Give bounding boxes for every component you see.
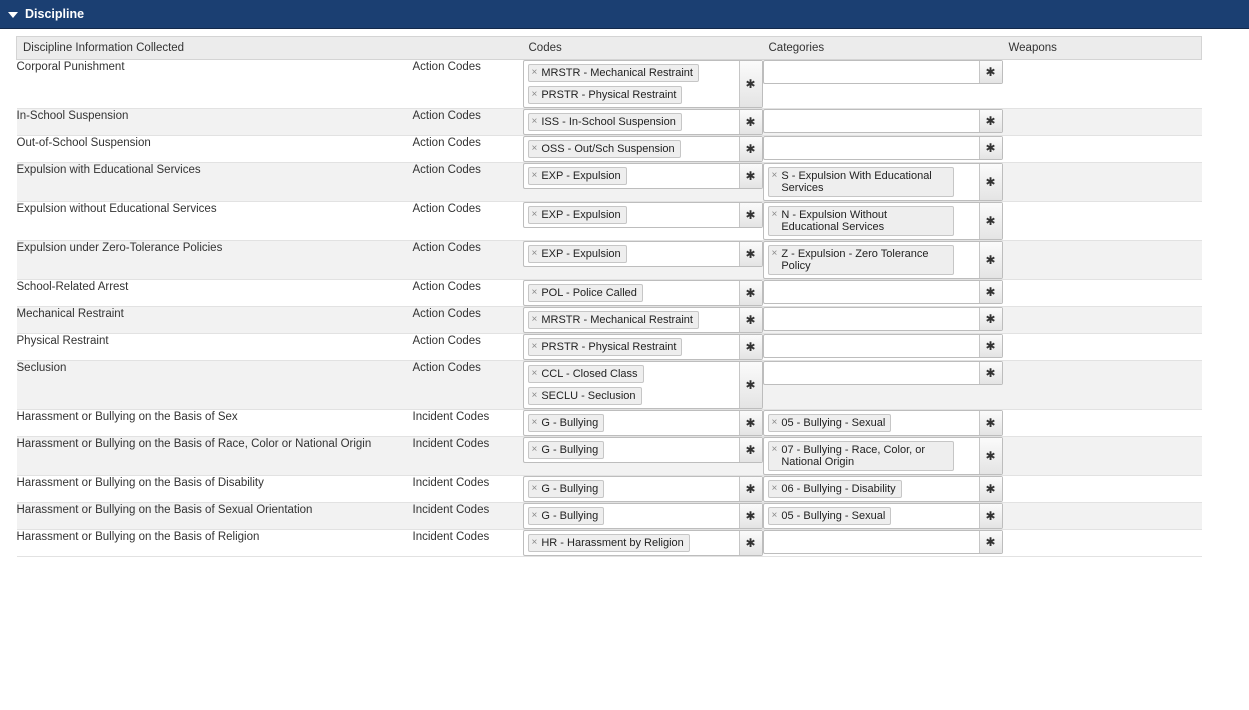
table-row bbox=[17, 503, 1202, 530]
weapons-cell bbox=[1003, 476, 1202, 503]
categories-multiselect[interactable] bbox=[763, 109, 1003, 133]
asterisk-picker-icon[interactable]: ✱ bbox=[979, 308, 1002, 330]
codes-token[interactable] bbox=[528, 86, 683, 104]
categories-token-list[interactable] bbox=[764, 411, 979, 435]
categories-token-list[interactable] bbox=[764, 110, 979, 132]
codes-token-list[interactable] bbox=[524, 137, 739, 161]
table-header-row bbox=[17, 37, 1202, 60]
codes-token-list[interactable] bbox=[524, 504, 739, 528]
table-row bbox=[17, 202, 1202, 241]
categories-token[interactable] bbox=[768, 206, 954, 236]
table-row bbox=[17, 476, 1202, 503]
categories-token[interactable] bbox=[768, 414, 892, 432]
categories-token-list[interactable] bbox=[764, 164, 979, 200]
codes-cell bbox=[523, 437, 763, 476]
x-remove-icon[interactable]: × bbox=[531, 341, 538, 352]
x-remove-icon[interactable]: × bbox=[771, 483, 778, 494]
x-remove-icon[interactable]: × bbox=[771, 170, 778, 181]
table-row bbox=[17, 60, 1202, 109]
categories-token-list[interactable] bbox=[764, 242, 979, 278]
categories-cell bbox=[763, 476, 1003, 503]
categories-multiselect[interactable] bbox=[763, 163, 1003, 201]
codes-cell bbox=[523, 202, 763, 241]
codes-token-label: EXP - Expulsion bbox=[541, 170, 621, 182]
codes-token[interactable] bbox=[528, 387, 642, 405]
asterisk-picker-icon[interactable]: ✱ bbox=[739, 531, 762, 555]
row-label: In-School Suspension bbox=[17, 109, 413, 136]
column-header-blank bbox=[413, 37, 523, 60]
codes-cell bbox=[523, 334, 763, 361]
weapons-cell bbox=[1003, 136, 1202, 163]
codes-cell bbox=[523, 307, 763, 334]
categories-multiselect[interactable] bbox=[763, 202, 1003, 240]
x-remove-icon[interactable]: × bbox=[531, 143, 538, 154]
categories-cell bbox=[763, 334, 1003, 361]
x-remove-icon[interactable]: × bbox=[771, 209, 778, 220]
codes-cell bbox=[523, 280, 763, 307]
categories-multiselect[interactable] bbox=[763, 60, 1003, 84]
codes-token[interactable] bbox=[528, 441, 605, 459]
table-row bbox=[17, 280, 1202, 307]
codes-multiselect[interactable] bbox=[523, 136, 763, 162]
codes-token-list[interactable] bbox=[524, 61, 739, 107]
categories-token-list[interactable] bbox=[764, 281, 979, 303]
asterisk-picker-icon[interactable]: ✱ bbox=[739, 203, 762, 227]
asterisk-picker-icon[interactable]: ✱ bbox=[739, 281, 762, 305]
categories-token-label: 05 - Bullying - Sexual bbox=[781, 510, 886, 522]
row-label: Harassment or Bullying on the Basis of Race, Color or National Origin bbox=[17, 437, 413, 476]
column-header-codes: Codes bbox=[523, 37, 763, 60]
row-label: Expulsion without Educational Services bbox=[17, 202, 413, 241]
categories-token[interactable] bbox=[768, 245, 954, 275]
codes-multiselect[interactable] bbox=[523, 109, 763, 135]
categories-multiselect[interactable] bbox=[763, 437, 1003, 475]
weapons-cell bbox=[1003, 410, 1202, 437]
codes-token[interactable] bbox=[528, 140, 681, 158]
column-header-weapons: Weapons bbox=[1003, 37, 1202, 60]
categories-token[interactable] bbox=[768, 507, 892, 525]
categories-cell bbox=[763, 202, 1003, 241]
row-code-type: Incident Codes bbox=[413, 530, 523, 557]
asterisk-picker-icon[interactable]: ✱ bbox=[979, 281, 1002, 303]
categories-cell bbox=[763, 361, 1003, 410]
categories-token-label: 06 - Bullying - Disability bbox=[781, 483, 896, 495]
asterisk-picker-icon[interactable]: ✱ bbox=[979, 164, 1002, 200]
codes-token[interactable] bbox=[528, 245, 627, 263]
row-code-type: Action Codes bbox=[413, 136, 523, 163]
row-code-type: Incident Codes bbox=[413, 476, 523, 503]
categories-token[interactable] bbox=[768, 441, 954, 471]
row-label: Seclusion bbox=[17, 361, 413, 410]
codes-token-list[interactable] bbox=[524, 477, 739, 501]
row-code-type: Incident Codes bbox=[413, 437, 523, 476]
row-code-type: Action Codes bbox=[413, 307, 523, 334]
codes-token-label: OSS - Out/Sch Suspension bbox=[541, 143, 675, 155]
asterisk-picker-icon[interactable]: ✱ bbox=[979, 411, 1002, 435]
codes-multiselect[interactable] bbox=[523, 60, 763, 108]
weapons-cell bbox=[1003, 163, 1202, 202]
discipline-table bbox=[16, 36, 1202, 557]
categories-cell bbox=[763, 60, 1003, 109]
row-label: Corporal Punishment bbox=[17, 60, 413, 109]
categories-token-list[interactable] bbox=[764, 531, 979, 553]
column-header-categories: Categories bbox=[763, 37, 1003, 60]
x-remove-icon[interactable]: × bbox=[531, 417, 538, 428]
categories-cell bbox=[763, 280, 1003, 307]
codes-token[interactable] bbox=[528, 414, 605, 432]
categories-multiselect[interactable] bbox=[763, 280, 1003, 304]
categories-token-label: 05 - Bullying - Sexual bbox=[781, 417, 886, 429]
codes-cell bbox=[523, 476, 763, 503]
codes-multiselect[interactable] bbox=[523, 530, 763, 556]
asterisk-picker-icon[interactable]: ✱ bbox=[739, 477, 762, 501]
row-label: School-Related Arrest bbox=[17, 280, 413, 307]
categories-multiselect[interactable] bbox=[763, 410, 1003, 436]
asterisk-picker-icon[interactable]: ✱ bbox=[979, 203, 1002, 239]
x-remove-icon[interactable]: × bbox=[531, 248, 538, 259]
codes-token-label: G - Bullying bbox=[541, 444, 599, 456]
codes-token[interactable] bbox=[528, 64, 699, 82]
codes-cell bbox=[523, 163, 763, 202]
row-label: Harassment or Bullying on the Basis of Sexual Orientation bbox=[17, 503, 413, 530]
x-remove-icon[interactable]: × bbox=[531, 209, 538, 220]
asterisk-picker-icon[interactable]: ✱ bbox=[739, 362, 762, 408]
categories-multiselect[interactable] bbox=[763, 307, 1003, 331]
codes-cell bbox=[523, 410, 763, 437]
x-remove-icon[interactable]: × bbox=[531, 510, 538, 521]
asterisk-picker-icon[interactable]: ✱ bbox=[979, 110, 1002, 132]
row-label: Mechanical Restraint bbox=[17, 307, 413, 334]
table-row bbox=[17, 307, 1202, 334]
asterisk-picker-icon[interactable]: ✱ bbox=[739, 164, 762, 188]
codes-token[interactable] bbox=[528, 507, 605, 525]
codes-token-label: HR - Harassment by Religion bbox=[541, 537, 684, 549]
codes-token-label: G - Bullying bbox=[541, 510, 599, 522]
x-remove-icon[interactable]: × bbox=[531, 89, 538, 100]
codes-token-list[interactable] bbox=[524, 438, 739, 462]
x-remove-icon[interactable]: × bbox=[531, 368, 538, 379]
x-remove-icon[interactable]: × bbox=[531, 483, 538, 494]
categories-token-list[interactable] bbox=[764, 477, 979, 501]
table-row bbox=[17, 241, 1202, 280]
row-label: Expulsion with Educational Services bbox=[17, 163, 413, 202]
categories-token-list[interactable] bbox=[764, 438, 979, 474]
categories-cell bbox=[763, 503, 1003, 530]
codes-multiselect[interactable] bbox=[523, 163, 763, 189]
codes-cell bbox=[523, 136, 763, 163]
weapons-cell bbox=[1003, 60, 1202, 109]
categories-token-list[interactable] bbox=[764, 335, 979, 357]
table-row bbox=[17, 334, 1202, 361]
x-remove-icon[interactable]: × bbox=[531, 287, 538, 298]
x-remove-icon[interactable]: × bbox=[531, 444, 538, 455]
x-remove-icon[interactable]: × bbox=[771, 510, 778, 521]
weapons-cell bbox=[1003, 202, 1202, 241]
table-row bbox=[17, 361, 1202, 410]
codes-cell bbox=[523, 60, 763, 109]
asterisk-picker-icon[interactable]: ✱ bbox=[979, 242, 1002, 278]
x-remove-icon[interactable]: × bbox=[531, 314, 538, 325]
asterisk-picker-icon[interactable]: ✱ bbox=[739, 242, 762, 266]
asterisk-picker-icon[interactable]: ✱ bbox=[979, 362, 1002, 384]
weapons-cell bbox=[1003, 109, 1202, 136]
triangle-collapse-icon[interactable] bbox=[8, 12, 18, 18]
x-remove-icon[interactable]: × bbox=[531, 67, 538, 78]
row-code-type: Action Codes bbox=[413, 202, 523, 241]
codes-token[interactable] bbox=[528, 534, 690, 552]
categories-multiselect[interactable] bbox=[763, 241, 1003, 279]
codes-token-label: ISS - In-School Suspension bbox=[541, 116, 676, 128]
codes-token-label: SECLU - Seclusion bbox=[541, 390, 636, 402]
categories-token-list[interactable] bbox=[764, 308, 979, 330]
x-remove-icon[interactable]: × bbox=[531, 537, 538, 548]
row-code-type: Action Codes bbox=[413, 361, 523, 410]
categories-token-list[interactable] bbox=[764, 61, 979, 83]
categories-token-label: 07 - Bullying - Race, Color, or National Origin bbox=[781, 444, 926, 468]
codes-token[interactable] bbox=[528, 365, 644, 383]
asterisk-picker-icon[interactable]: ✱ bbox=[739, 335, 762, 359]
weapons-cell bbox=[1003, 361, 1202, 410]
codes-multiselect[interactable] bbox=[523, 241, 763, 267]
categories-cell bbox=[763, 410, 1003, 437]
codes-multiselect[interactable] bbox=[523, 437, 763, 463]
codes-token-label: MRSTR - Mechanical Restraint bbox=[541, 67, 693, 79]
asterisk-picker-icon[interactable]: ✱ bbox=[979, 137, 1002, 159]
categories-cell bbox=[763, 437, 1003, 476]
categories-cell bbox=[763, 109, 1003, 136]
row-code-type: Incident Codes bbox=[413, 503, 523, 530]
asterisk-picker-icon[interactable]: ✱ bbox=[979, 61, 1002, 83]
codes-token[interactable] bbox=[528, 113, 682, 131]
codes-token-list[interactable] bbox=[524, 242, 739, 266]
codes-token-label: MRSTR - Mechanical Restraint bbox=[541, 314, 693, 326]
row-code-type: Incident Codes bbox=[413, 410, 523, 437]
codes-cell bbox=[523, 361, 763, 410]
weapons-cell bbox=[1003, 241, 1202, 280]
row-label: Harassment or Bullying on the Basis of Sex bbox=[17, 410, 413, 437]
asterisk-picker-icon[interactable]: ✱ bbox=[979, 438, 1002, 474]
codes-token-list[interactable] bbox=[524, 203, 739, 227]
codes-token-label: POL - Police Called bbox=[541, 287, 637, 299]
asterisk-picker-icon[interactable]: ✱ bbox=[979, 335, 1002, 357]
row-code-type: Action Codes bbox=[413, 334, 523, 361]
codes-cell bbox=[523, 530, 763, 557]
codes-token-list[interactable] bbox=[524, 308, 739, 332]
weapons-cell bbox=[1003, 437, 1202, 476]
weapons-cell bbox=[1003, 530, 1202, 557]
table-row bbox=[17, 437, 1202, 476]
x-remove-icon[interactable]: × bbox=[531, 170, 538, 181]
categories-multiselect[interactable] bbox=[763, 503, 1003, 529]
asterisk-picker-icon[interactable]: ✱ bbox=[979, 531, 1002, 553]
table-row bbox=[17, 109, 1202, 136]
codes-cell bbox=[523, 503, 763, 530]
categories-token-label: Z - Expulsion - Zero Tolerance Policy bbox=[781, 248, 929, 272]
codes-token-label: EXP - Expulsion bbox=[541, 209, 621, 221]
categories-cell bbox=[763, 241, 1003, 280]
asterisk-picker-icon[interactable]: ✱ bbox=[739, 137, 762, 161]
categories-token-list[interactable] bbox=[764, 137, 979, 159]
codes-token[interactable] bbox=[528, 167, 627, 185]
row-code-type: Action Codes bbox=[413, 109, 523, 136]
codes-token-label: PRSTR - Physical Restraint bbox=[541, 89, 677, 101]
asterisk-picker-icon[interactable]: ✱ bbox=[739, 308, 762, 332]
categories-token-list[interactable] bbox=[764, 362, 979, 384]
x-remove-icon[interactable]: × bbox=[531, 116, 538, 127]
codes-multiselect[interactable] bbox=[523, 476, 763, 502]
row-label: Out-of-School Suspension bbox=[17, 136, 413, 163]
categories-multiselect[interactable] bbox=[763, 361, 1003, 385]
table-body bbox=[17, 60, 1202, 557]
weapons-cell bbox=[1003, 280, 1202, 307]
codes-multiselect[interactable] bbox=[523, 503, 763, 529]
categories-cell bbox=[763, 307, 1003, 334]
categories-multiselect[interactable] bbox=[763, 334, 1003, 358]
codes-token[interactable] bbox=[528, 206, 627, 224]
asterisk-picker-icon[interactable]: ✱ bbox=[979, 504, 1002, 528]
categories-multiselect[interactable] bbox=[763, 136, 1003, 160]
panel-header[interactable] bbox=[0, 0, 1249, 29]
weapons-cell bbox=[1003, 334, 1202, 361]
asterisk-picker-icon[interactable]: ✱ bbox=[739, 61, 762, 107]
codes-token-list[interactable] bbox=[524, 164, 739, 188]
codes-cell bbox=[523, 241, 763, 280]
categories-token[interactable] bbox=[768, 480, 902, 498]
codes-multiselect[interactable] bbox=[523, 410, 763, 436]
row-code-type: Action Codes bbox=[413, 163, 523, 202]
categories-token-list[interactable] bbox=[764, 203, 979, 239]
row-code-type: Action Codes bbox=[413, 60, 523, 109]
row-code-type: Action Codes bbox=[413, 241, 523, 280]
categories-token-label: S - Expulsion With Educational Services bbox=[781, 170, 932, 194]
weapons-cell bbox=[1003, 503, 1202, 530]
codes-token-label: EXP - Expulsion bbox=[541, 248, 621, 260]
codes-token-label: G - Bullying bbox=[541, 417, 599, 429]
codes-token[interactable] bbox=[528, 311, 699, 329]
codes-token-list[interactable] bbox=[524, 110, 739, 134]
codes-token-list[interactable] bbox=[524, 411, 739, 435]
codes-cell bbox=[523, 109, 763, 136]
codes-token[interactable] bbox=[528, 480, 605, 498]
asterisk-picker-icon[interactable]: ✱ bbox=[979, 477, 1002, 501]
x-remove-icon[interactable]: × bbox=[771, 248, 778, 259]
row-label: Physical Restraint bbox=[17, 334, 413, 361]
table-row bbox=[17, 163, 1202, 202]
codes-token-list[interactable] bbox=[524, 335, 739, 359]
row-label: Expulsion under Zero-Tolerance Policies bbox=[17, 241, 413, 280]
asterisk-picker-icon[interactable]: ✱ bbox=[739, 504, 762, 528]
categories-cell bbox=[763, 136, 1003, 163]
codes-multiselect[interactable] bbox=[523, 361, 763, 409]
table-row bbox=[17, 410, 1202, 437]
codes-multiselect[interactable] bbox=[523, 307, 763, 333]
codes-token-label: G - Bullying bbox=[541, 483, 599, 495]
asterisk-picker-icon[interactable]: ✱ bbox=[739, 110, 762, 134]
categories-cell bbox=[763, 163, 1003, 202]
codes-token[interactable] bbox=[528, 338, 683, 356]
row-label: Harassment or Bullying on the Basis of Disability bbox=[17, 476, 413, 503]
codes-token[interactable] bbox=[528, 284, 643, 302]
categories-multiselect[interactable] bbox=[763, 530, 1003, 554]
x-remove-icon[interactable]: × bbox=[771, 417, 778, 428]
codes-token-label: CCL - Closed Class bbox=[541, 368, 638, 380]
categories-multiselect[interactable] bbox=[763, 476, 1003, 502]
codes-multiselect[interactable] bbox=[523, 280, 763, 306]
weapons-cell bbox=[1003, 307, 1202, 334]
asterisk-picker-icon[interactable]: ✱ bbox=[739, 411, 762, 435]
column-header-information: Discipline Information Collected bbox=[17, 37, 413, 60]
table-row bbox=[17, 530, 1202, 557]
categories-token-list[interactable] bbox=[764, 504, 979, 528]
codes-multiselect[interactable] bbox=[523, 202, 763, 228]
codes-token-list[interactable] bbox=[524, 362, 739, 408]
asterisk-picker-icon[interactable]: ✱ bbox=[739, 438, 762, 462]
codes-multiselect[interactable] bbox=[523, 334, 763, 360]
x-remove-icon[interactable]: × bbox=[771, 444, 778, 455]
row-label: Harassment or Bullying on the Basis of Religion bbox=[17, 530, 413, 557]
categories-token[interactable] bbox=[768, 167, 954, 197]
table-row bbox=[17, 136, 1202, 163]
codes-token-label: PRSTR - Physical Restraint bbox=[541, 341, 677, 353]
categories-token-label: N - Expulsion Without Educational Services bbox=[781, 209, 888, 233]
x-remove-icon[interactable]: × bbox=[531, 390, 538, 401]
row-code-type: Action Codes bbox=[413, 280, 523, 307]
categories-cell bbox=[763, 530, 1003, 557]
codes-token-list[interactable] bbox=[524, 531, 739, 555]
panel-title: Discipline bbox=[25, 7, 85, 21]
codes-token-list[interactable] bbox=[524, 281, 739, 305]
